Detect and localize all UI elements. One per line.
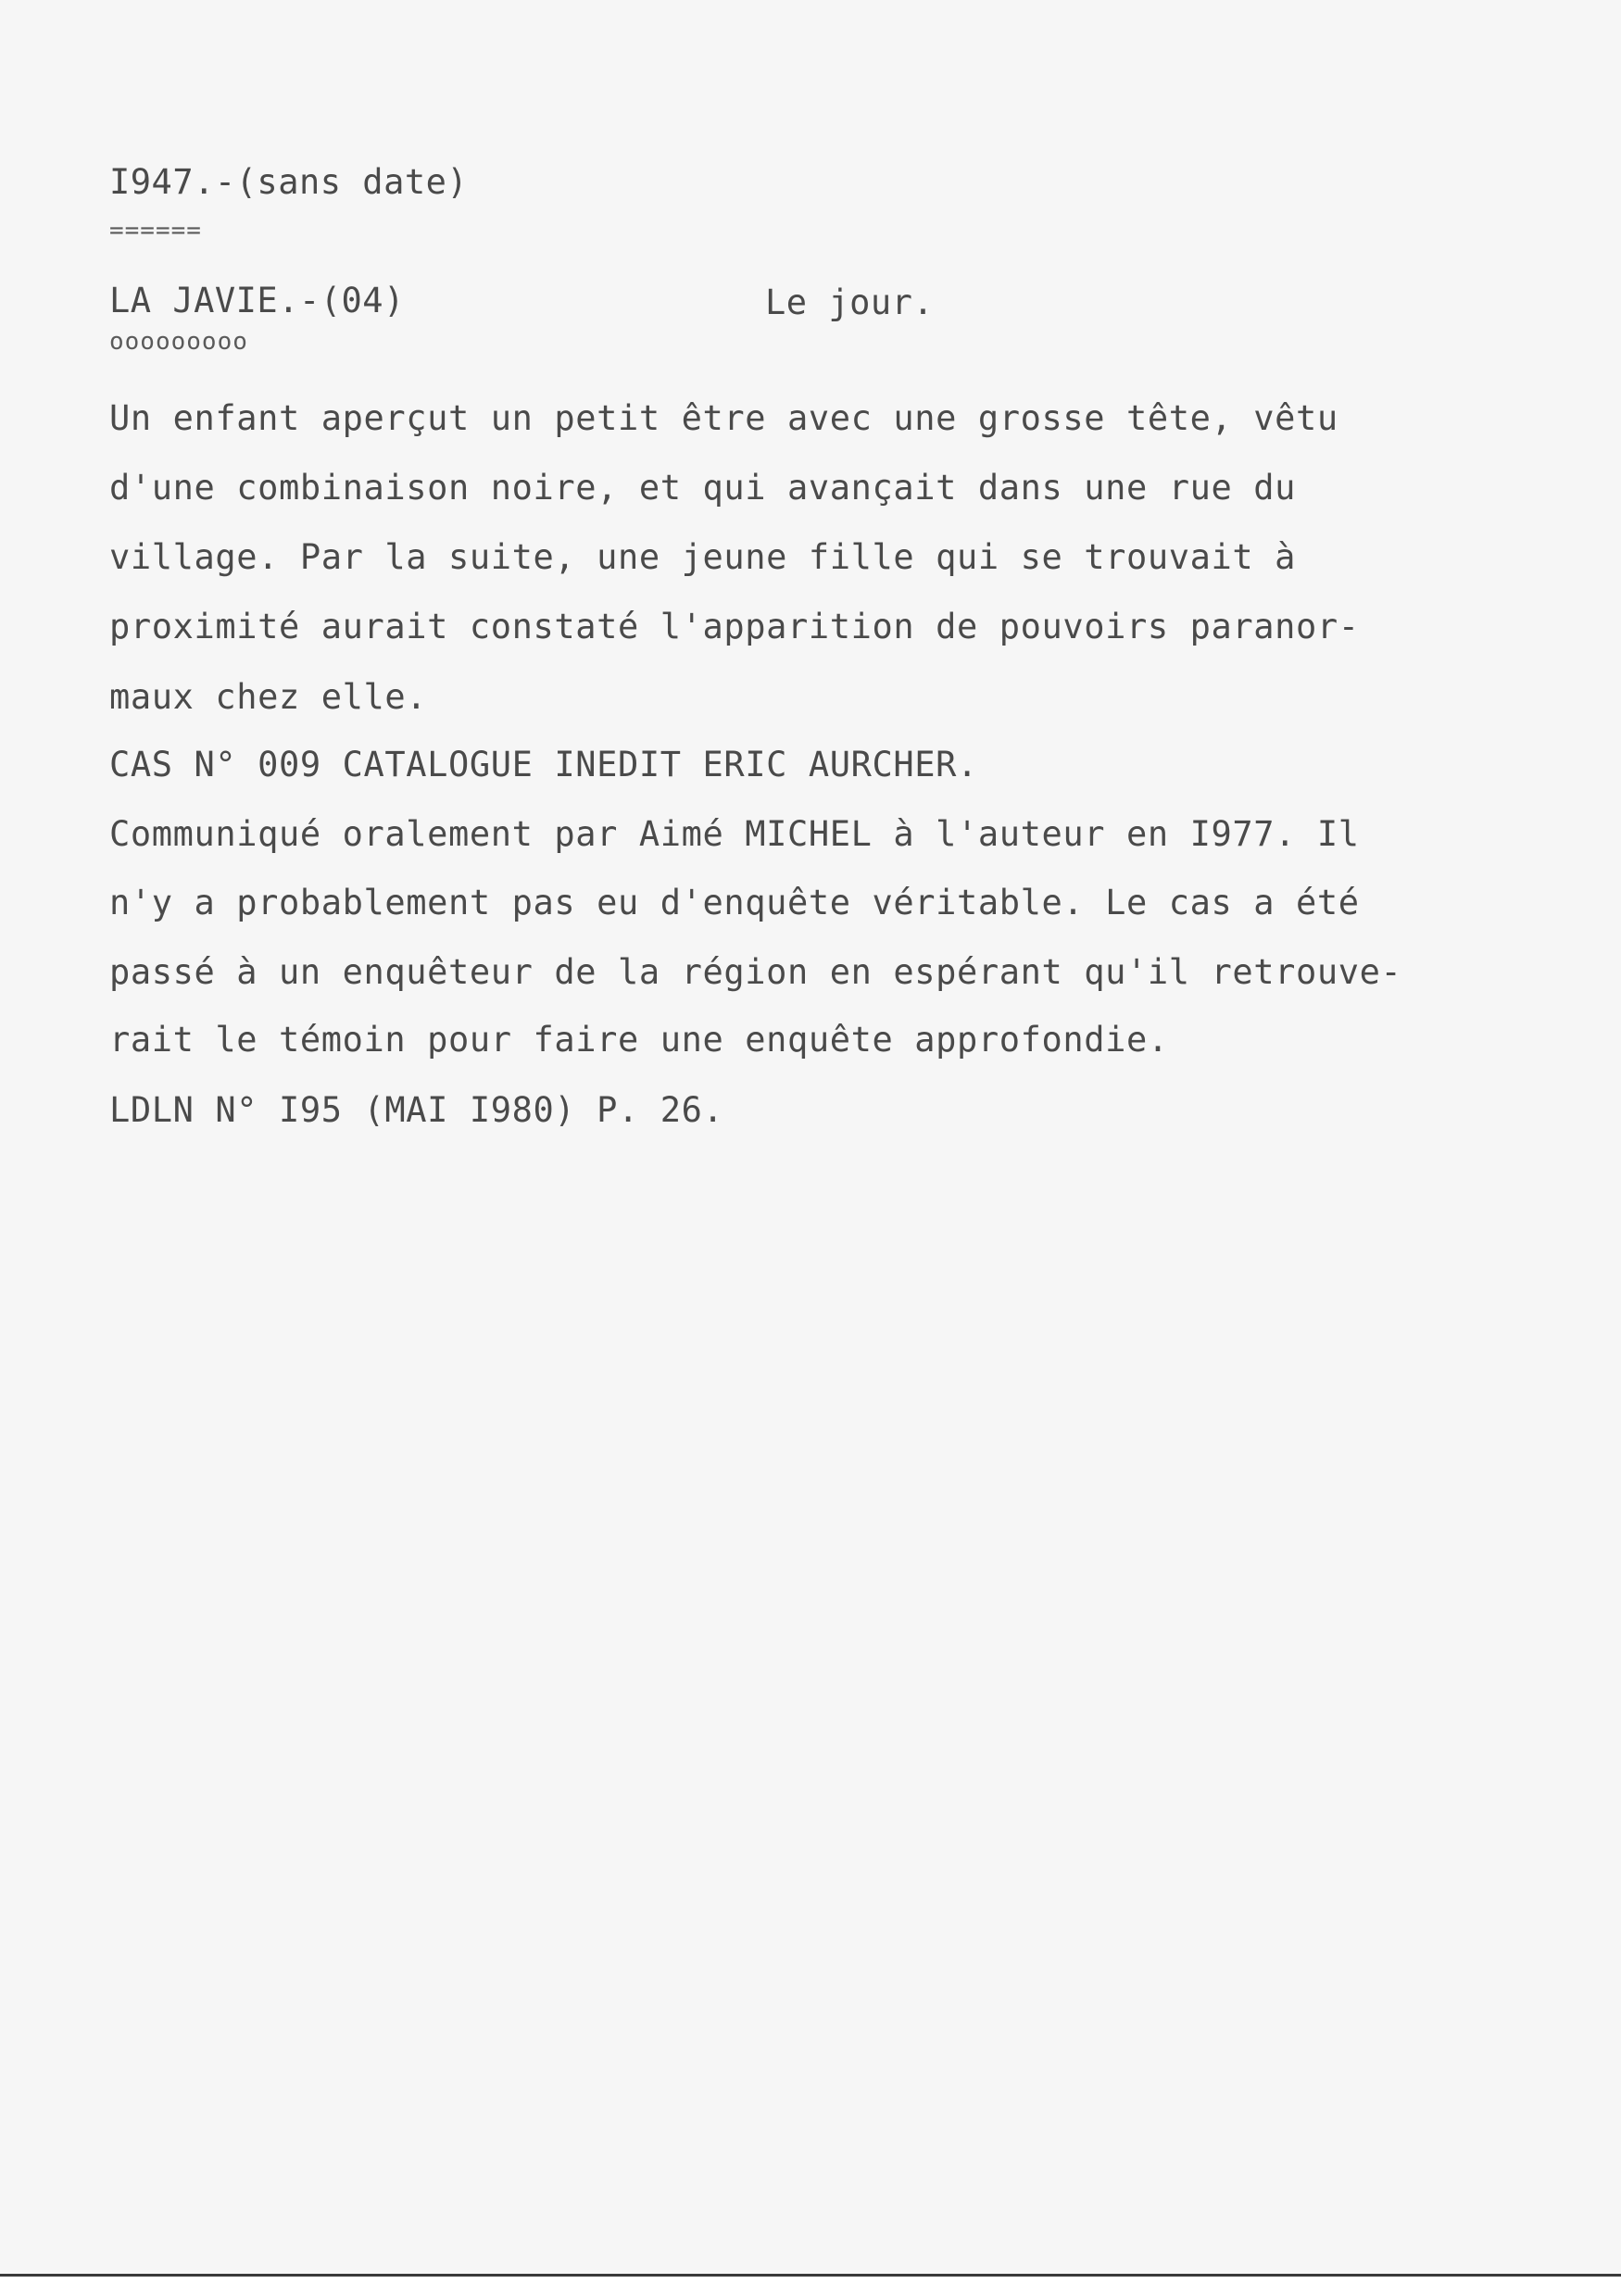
body-line: Communiqué oralement par Aimé MICHEL à l'auteur en I977. Il xyxy=(109,814,1360,854)
body-line: d'une combinaison noire, et qui avançait dans une rue du xyxy=(109,468,1297,508)
place-heading-underline: ooooooooo xyxy=(109,328,248,356)
body-line: Un enfant aperçut un petit être avec une grosse tête, vêtu xyxy=(109,398,1338,438)
body-line: proximité aurait constaté l'apparition de pouvoirs paranor- xyxy=(109,607,1360,646)
place-heading: LA JAVIE.-(04) xyxy=(109,281,405,320)
body-line: n'y a probablement pas eu d'enquête véritable. Le cas a été xyxy=(109,883,1360,922)
time-of-day: Le jour. xyxy=(765,282,935,322)
page-bottom-edge xyxy=(0,2274,1621,2277)
body-line: village. Par la suite, une jeune fille qui se trouvait à xyxy=(109,537,1297,577)
date-heading: I947.-(sans date) xyxy=(109,162,469,202)
case-reference: CAS N° 009 CATALOGUE INEDIT ERIC AURCHER. xyxy=(109,745,978,784)
body-line: passé à un enquêteur de la région en espérant qu'il retrouve- xyxy=(109,952,1402,992)
source-reference: LDLN N° I95 (MAI I980) P. 26. xyxy=(109,1090,724,1130)
body-line: maux chez elle. xyxy=(109,677,428,717)
body-line: rait le témoin pour faire une enquête approfondie. xyxy=(109,1020,1169,1060)
date-heading-underline: ====== xyxy=(109,217,202,245)
